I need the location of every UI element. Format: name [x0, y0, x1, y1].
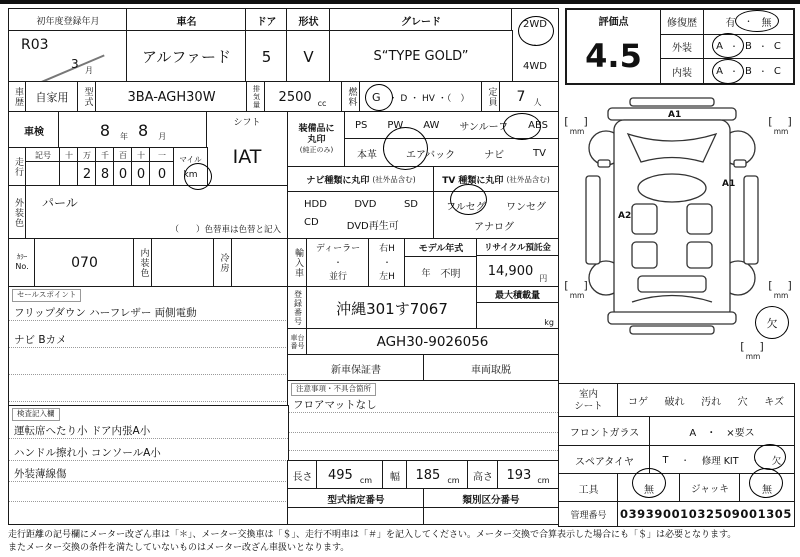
- seat-label: [558, 383, 619, 418]
- shift-cell: [206, 111, 288, 187]
- max-load-label: 最大積載量: [477, 287, 558, 303]
- car-name-value: アルファード: [126, 30, 247, 83]
- equip-abs: ABS: [528, 120, 548, 131]
- equip-ps: PS: [355, 120, 368, 131]
- tv-analog: アナログ: [474, 222, 514, 234]
- equip-sunroof: サンルーフ: [459, 122, 509, 133]
- sales-line-1: フリップダウン ハーフレザー 両側電動: [9, 302, 288, 321]
- recycle-cell: [476, 238, 559, 288]
- width-value: 185: [415, 467, 441, 483]
- import-parallel: 並行: [328, 271, 347, 282]
- class-number-value: [423, 507, 559, 525]
- notes-block: [287, 380, 559, 462]
- displacement-cell: [264, 81, 343, 113]
- mileage-label: 走行: [8, 147, 27, 187]
- circle-mark-km: [184, 163, 212, 190]
- recycle-label: リサイクル預託金: [477, 239, 558, 256]
- reg-month-unit: 月: [85, 66, 93, 75]
- equip-airbag: エアバック: [405, 149, 456, 161]
- nav-hdd: HDD: [304, 199, 327, 210]
- spare-t: T: [662, 454, 669, 466]
- seat-label-2: シート: [574, 400, 603, 412]
- tv-type-header-note: (社外品含む): [506, 175, 550, 184]
- mileage-digit-100: 0: [113, 161, 133, 187]
- mileage-digit-10: 0: [131, 161, 151, 187]
- tool-value: 無: [617, 473, 681, 503]
- nav-dvd-play: DVD再生可: [346, 221, 399, 232]
- repair-yes: 有: [725, 18, 736, 30]
- mileage-digit-1: 0: [149, 161, 175, 187]
- circle-mark-airbag: [383, 127, 428, 170]
- repair-history-label: 修復歴: [661, 10, 704, 34]
- mm-bracket-bottom-right: [766, 280, 796, 300]
- notes-line-1: フロアマットなし: [288, 396, 558, 413]
- model-year-label: モデル年式: [405, 239, 477, 257]
- sep1: ・: [729, 42, 738, 51]
- chassis-label: [287, 328, 308, 356]
- chassis-value: AGH30-9026056: [306, 328, 559, 356]
- mm-bracket-top-right: [766, 116, 796, 136]
- sales-points-badge: セールスポイント: [12, 289, 81, 302]
- shape-header: 形状: [286, 8, 331, 32]
- interior-b: B: [744, 65, 752, 77]
- score-cell: [567, 10, 661, 83]
- height-value-cell: [497, 460, 559, 490]
- width-value-cell: [406, 460, 469, 490]
- equipment-label-1: 装備品に: [298, 123, 335, 134]
- displacement-value: 2500: [278, 89, 312, 105]
- inspector-line-2: ハンドル擦れ小 コンソールA小: [9, 439, 288, 461]
- left-handle: 左H: [379, 271, 395, 282]
- exterior-a: A: [716, 41, 723, 52]
- seat-tear: 破れ: [664, 397, 685, 408]
- seat-options: [617, 383, 795, 418]
- mm-label: mm: [569, 127, 585, 136]
- sep3: ・: [729, 66, 738, 76]
- chassis-label-1: 車台: [290, 333, 305, 342]
- exterior-c: C: [773, 41, 781, 52]
- inspector-line-3: 外装薄線傷: [9, 461, 288, 482]
- capacity-value: 7: [516, 89, 526, 105]
- circle-mark-fuel-g: [365, 84, 393, 111]
- circle-mark-interior-b: [712, 59, 744, 84]
- registration-label: 登録番号: [287, 286, 308, 330]
- equip-tv: TV: [533, 147, 546, 159]
- sales-points-block: [8, 286, 289, 407]
- import-dealer-cell: [306, 238, 370, 288]
- mileage-col-1k: 千: [95, 147, 115, 163]
- model-code-value: 3BA-AGH30W: [95, 81, 248, 113]
- import-dealer: ディーラー: [315, 243, 361, 254]
- interior-color-label: 内装色: [133, 238, 153, 288]
- right-handle: 右H: [379, 243, 395, 254]
- registration-value: 沖縄301す7067: [306, 286, 478, 330]
- km-label: km: [183, 170, 198, 181]
- mileage-col-10k: 万: [77, 147, 97, 163]
- model-year-value: 不明: [440, 268, 461, 280]
- notes-line-3: [288, 433, 558, 451]
- mileage-col-100k: 十: [59, 147, 79, 163]
- mileage-digit-10k: 2: [77, 161, 97, 187]
- footer-line-1: 走行距離の記号欄にメーター改ざん車は「＊」、メーター交換車は「＄」、走行不明車は「＃」を記入してください。メーター交換で合算表示した場合にも「＄」は必要となります。: [8, 530, 737, 540]
- interior-color-value: [151, 238, 215, 288]
- capacity-label: 定員: [481, 81, 501, 113]
- inspector-block: [8, 405, 289, 525]
- body-color-cell: [25, 185, 288, 240]
- recycle-value: 14,900: [487, 264, 534, 279]
- length-label: 長さ: [287, 460, 318, 490]
- color-no-label-2: No.: [15, 262, 29, 272]
- sep2: ・: [758, 42, 767, 51]
- mm-label: mm: [569, 291, 585, 300]
- diagram-mark-a1-front: A1: [668, 110, 682, 120]
- mileage-digit-100k: [59, 161, 79, 187]
- fuel-label: 燃料: [341, 81, 361, 113]
- equipment-row2: [344, 138, 559, 168]
- door-header: ドア: [245, 8, 288, 32]
- circle-mark-jack-none: [749, 468, 783, 498]
- equipment-label-cell: [287, 111, 346, 168]
- length-unit: cm: [359, 476, 373, 485]
- management-number-value: 03939001032509001305: [617, 501, 795, 527]
- inspector-badge: 検査記入欄: [12, 408, 60, 421]
- circle-mark-2wd: [518, 16, 554, 46]
- warranty-cell: 新車保証書: [287, 354, 425, 382]
- displacement-unit: cc: [317, 99, 327, 108]
- interior-c: C: [773, 65, 781, 77]
- top-border-bar: [0, 0, 800, 4]
- shaken-month: 8: [138, 120, 149, 140]
- drive-2wd: 2WD: [523, 19, 547, 30]
- type-number-value: [287, 507, 425, 525]
- seat-dirt: 汚れ: [701, 397, 722, 408]
- model-year-cell: [404, 238, 478, 288]
- spare-missing: 欠: [771, 456, 782, 467]
- model-code-label: 型式: [77, 81, 97, 113]
- handle-sep: ・: [383, 258, 391, 267]
- tv-type-header-text: TV 種類に丸印: [442, 176, 504, 186]
- drive-4wd: 4WD: [523, 61, 547, 72]
- sales-line-3: [9, 348, 288, 375]
- mileage-sign-header: 記号: [25, 147, 61, 163]
- width-unit: cm: [447, 476, 460, 485]
- shape-value: V: [286, 30, 331, 83]
- nav-type-header-text: ナビ種類に丸印: [306, 176, 370, 186]
- door-value: 5: [245, 30, 288, 83]
- footer-line-2: またメーター交換の条件を満たしていないものはメーター改ざん車扱いとなります。: [8, 543, 350, 554]
- recycle-unit: 円: [539, 274, 548, 283]
- mile-label: マイル: [179, 154, 202, 164]
- score-value: 4.5: [585, 36, 642, 75]
- width-label: 幅: [382, 460, 408, 490]
- tv-oneseg: ワンセグ: [506, 201, 546, 213]
- height-unit: cm: [537, 476, 550, 485]
- seat-label-1: 室内: [578, 388, 598, 400]
- notes-badge: 注意事項・不具合箇所: [291, 383, 376, 396]
- circle-mark-abs: [503, 113, 541, 140]
- shaken-month-unit: 月: [158, 132, 167, 141]
- chassis-label-2: 番号: [290, 342, 305, 350]
- mm-bracket-top-left: [562, 116, 592, 136]
- equipment-label-3: (純正のみ): [299, 146, 334, 155]
- bracket-glyph: [ ]: [564, 279, 590, 292]
- type-number-header: 型式指定番号: [287, 488, 425, 509]
- circle-mark-exterior-b: [712, 33, 744, 58]
- windshield-value: A ・ ×要ス: [649, 416, 795, 447]
- color-no-value: 070: [34, 238, 135, 288]
- repair-sep: ・: [744, 17, 753, 27]
- spare-sep1: ・: [681, 455, 690, 465]
- shaken-value-cell: [58, 111, 208, 149]
- car-diagram: [582, 96, 762, 336]
- nav-type-header-note: (社外品含む): [372, 175, 416, 184]
- mileage-col-1: 一: [149, 147, 175, 163]
- mileage-col-100: 百: [113, 147, 133, 163]
- interior-grade-label: 内装: [661, 59, 704, 83]
- tv-type-header: [433, 166, 559, 193]
- color-no-label: [8, 238, 36, 288]
- sales-line-4: [9, 375, 288, 402]
- import-label: 輸入車: [287, 238, 308, 288]
- equip-aw: AW: [423, 120, 440, 131]
- class-number-header: 類別区分番号: [423, 488, 559, 509]
- bracket-glyph: [ ]: [564, 115, 590, 128]
- drive-separator: ・: [531, 41, 539, 50]
- car-name-header: 車名: [126, 8, 247, 32]
- mileage-col-10: 十: [131, 147, 151, 163]
- length-value: 495: [327, 467, 353, 483]
- diagram-mark-a2-left: A2: [618, 211, 632, 221]
- sales-line-2: ナビ Bカメ: [9, 321, 288, 348]
- nav-type-body: [287, 191, 435, 240]
- jack-value: 無: [739, 473, 795, 503]
- exterior-b: B: [744, 41, 752, 52]
- use-value: 自家用: [25, 81, 79, 113]
- bracket-glyph: [ ]: [768, 279, 794, 292]
- nav-dvd: DVD: [354, 199, 377, 210]
- body-color-note: （ ）色替車は色替と記入: [170, 225, 281, 235]
- reg-year: R03: [21, 37, 49, 53]
- notes-line-2: [288, 413, 558, 433]
- windshield-label: フロントガラス: [558, 416, 651, 447]
- first-reg-header: 初年度登録年月: [8, 8, 128, 32]
- mm-label: mm: [773, 291, 789, 300]
- length-value-cell: [316, 460, 384, 490]
- inspector-line-4: [9, 482, 288, 502]
- nav-cd: CD: [304, 217, 319, 228]
- shift-label: シフト: [233, 118, 261, 128]
- jack-label: ジャッキ: [679, 473, 741, 503]
- shaken-year-unit: 年: [120, 132, 128, 141]
- mileage-sign-value: [25, 161, 61, 187]
- equip-pw: PW: [387, 120, 404, 131]
- fuel-options: ・ D ・ HV ・（ ）: [388, 93, 470, 104]
- max-load-cell: [476, 286, 559, 330]
- interior-a: A: [716, 65, 723, 77]
- removal-cell: 車両取脱: [423, 354, 559, 382]
- repair-no: 無: [761, 18, 772, 30]
- shaken-label: 車検: [8, 111, 60, 149]
- diagram-missing-circle: 欠: [755, 306, 789, 339]
- bracket-glyph: [ ]: [768, 115, 794, 128]
- body-color-value: パール: [42, 196, 78, 210]
- mileage-digit-1k: 8: [95, 161, 115, 187]
- exterior-grade-label: 外装: [661, 35, 704, 59]
- displacement-label: 排気量: [246, 81, 266, 113]
- reg-month: 3: [71, 57, 79, 71]
- equip-leather: 本革: [357, 149, 377, 161]
- circle-mark-spare-missing: [754, 444, 786, 470]
- management-number-label: 管理番号: [558, 501, 619, 527]
- inspector-line-5: [9, 502, 288, 525]
- circle-mark-tool-none: [632, 468, 666, 498]
- ac-label: 冷房: [213, 238, 233, 288]
- use-label: 車歴: [8, 81, 27, 113]
- circle-mark-fullseg: [450, 184, 487, 215]
- tool-label: 工具: [558, 473, 619, 503]
- mm-label: mm: [745, 352, 761, 361]
- nav-sd: SD: [403, 199, 418, 210]
- ac-value: [231, 238, 289, 288]
- import-sep: ・: [334, 258, 342, 267]
- seat-burn: コゲ: [628, 397, 648, 408]
- seat-hole: 穴: [737, 397, 748, 408]
- mm-label: mm: [773, 127, 789, 136]
- footer-note: [8, 529, 796, 555]
- grade-value: S“TYPE GOLD”: [329, 30, 513, 83]
- height-label: 高さ: [467, 460, 499, 490]
- shift-value: IAT: [232, 146, 262, 168]
- shaken-year: 8: [99, 120, 110, 140]
- mm-bracket-missing: [738, 341, 768, 361]
- seat-scratch: キズ: [764, 397, 784, 408]
- nav-type-header: [287, 166, 435, 193]
- color-no-label-1: ｶﾗｰ: [16, 253, 28, 262]
- diagram-mark-a1-right: A1: [722, 179, 736, 189]
- spare-tire-label: スペアタイヤ: [558, 445, 651, 475]
- first-reg-value-cell: [8, 30, 128, 83]
- model-year-unit: 年: [421, 268, 431, 279]
- fuel-gasoline: G: [372, 90, 381, 104]
- grade-header: グレード: [329, 8, 513, 32]
- equip-navi: ナビ: [484, 149, 505, 161]
- equipment-label-2: 丸印: [307, 135, 326, 146]
- mm-bracket-bottom-left: [562, 280, 592, 300]
- bracket-glyph: [ ]: [740, 340, 766, 353]
- handle-cell: [368, 238, 406, 288]
- height-value: 193: [506, 467, 532, 483]
- body-color-label: 外装色: [8, 185, 27, 240]
- tv-fullseg: フルセグ: [446, 201, 486, 213]
- max-load-unit: kg: [544, 318, 554, 327]
- inspector-line-1: 運転席へたり小 ドア内張A小: [9, 421, 288, 439]
- spare-kit: 修理 KIT: [701, 456, 739, 467]
- sep4: ・: [758, 66, 767, 76]
- score-label: 評価点: [598, 17, 629, 28]
- capacity-unit: 人: [533, 98, 542, 107]
- circle-mark-no-repair: [735, 10, 779, 32]
- spare-sep2: ・: [751, 455, 760, 465]
- capacity-cell: [499, 81, 559, 113]
